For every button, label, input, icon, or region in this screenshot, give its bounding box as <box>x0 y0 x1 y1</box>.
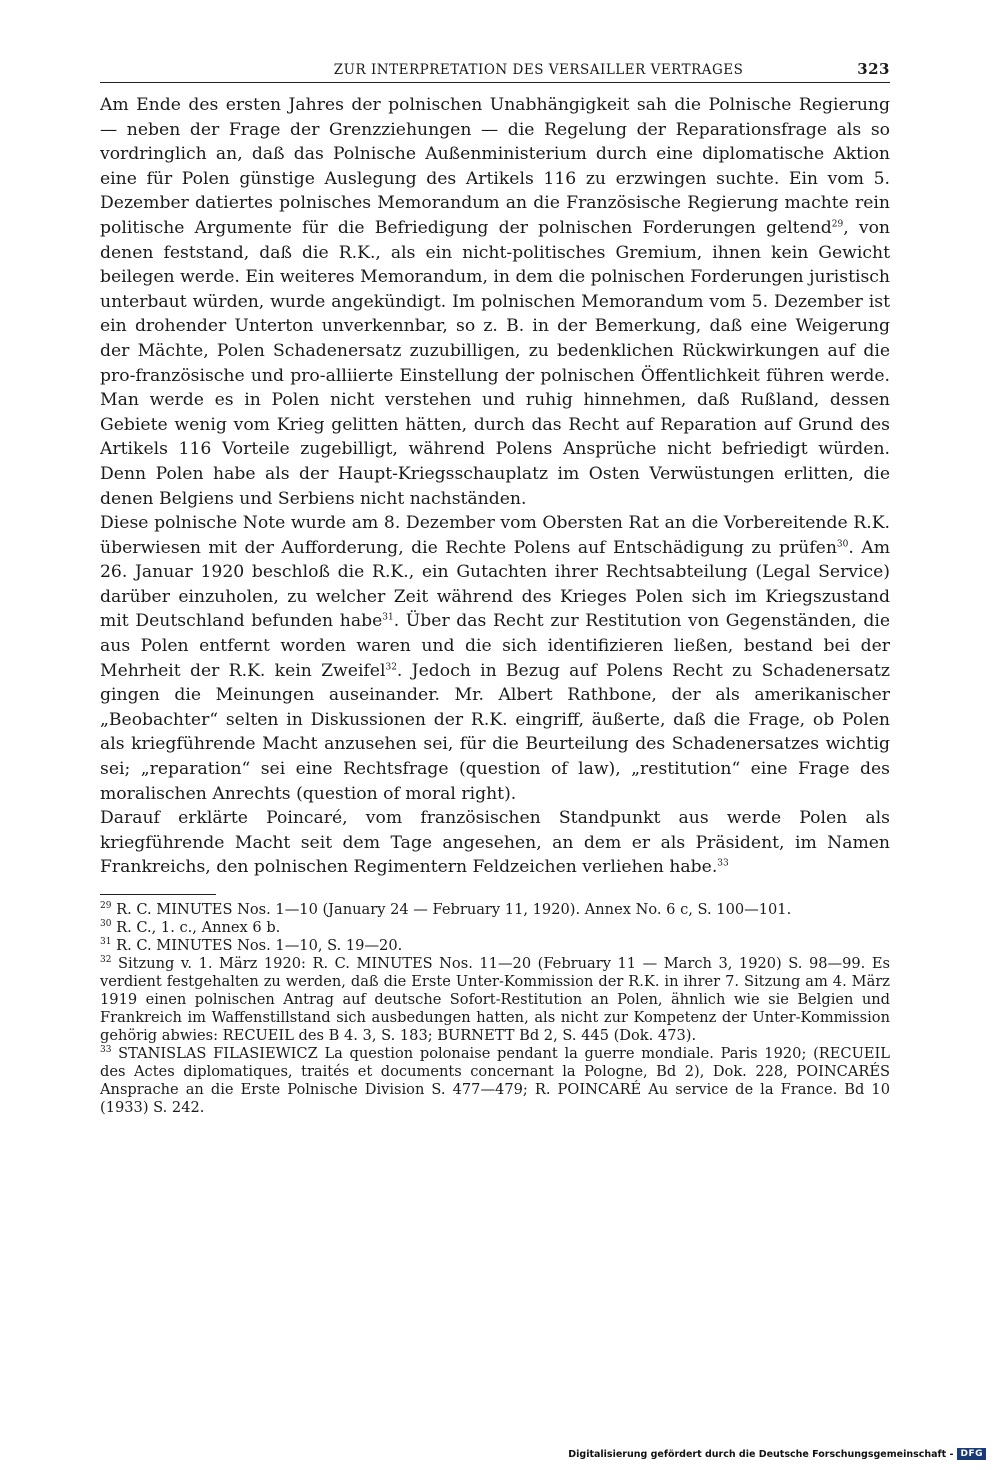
footnote-ref[interactable]: 30 <box>836 538 849 549</box>
body-text <box>100 93 890 880</box>
footnote-ref[interactable]: 33 <box>717 858 729 869</box>
footnote-ref[interactable]: 31 <box>382 612 394 623</box>
running-header <box>100 60 890 83</box>
footnote-ref[interactable]: 29 <box>831 219 844 230</box>
footnote: $^{33}$ STANISLAS FILASIEWICZ La question polonaise pendant la guerre mondiale. Paris 1920; (RECUEIL des Actes diplomatiques, traités et documents concernant la Pologne, Bd 2), Dok. 228, POINCARÉS Ansprache an die Erste Polnische Division S. 477—479; R. POINCARÉ Au service de la France. Bd 10 (1933) S. 242. <box>100 1045 890 1116</box>
dfg-logo-icon: DFG <box>957 1448 986 1460</box>
footnote: $^{30}$ R. C., 1. c., Annex 6 b. <box>100 919 281 936</box>
footnote-divider <box>100 894 216 895</box>
footnotes <box>100 901 890 1117</box>
document-page <box>100 60 890 1117</box>
footnote-ref[interactable]: 32 <box>385 661 397 672</box>
page-number: 323 <box>857 60 890 78</box>
running-title: ZUR INTERPRETATION DES VERSAILLER VERTRAGES <box>333 62 744 78</box>
footnote: $^{29}$ R. C. MINUTES Nos. 1—10 (January 24 — February 11, 1920). Annex No. 6 c, S. 100—101. <box>100 901 792 918</box>
footnote: $^{31}$ R. C. MINUTES Nos. 1—10, S. 19—20. <box>100 937 403 954</box>
paragraph: Diese polnische Note wurde am 8. Dezember vom Obersten Rat an die Vorbereitende R.K. überwiesen mit der Aufforderung, die Rechte Polens auf Entschädigung zu prüfen$^{30}$. Am 26. Januar 1920 beschloß die R.K., ein Gutachten ihrer Rechtsabteilung (Legal Service) darüber einzuholen, zu welcher Zeit während des Krieges Polen sich im Kriegszustand mit Deutschland befunden habe$^{31}$. Über das Recht zur Restitution von Gegenständen, die aus Polen entfernt worden waren und die sich identifizieren ließen, bestand bei der Mehrheit der R.K. kein Zweifel$^{32}$. Jedoch in Bezug auf Polens Recht zu Schadenersatz gingen die Meinungen auseinander. Mr. Albert Rathbone, der als amerikanischer „Beobachter“ selten in Diskussionen der R.K. eingriff, äußerte, daß die Frage, ob Polen als kriegführende Macht anzusehen sei, für die Beurteilung des Schadenersatzes wichtig sei; „reparation“ sei eine Rechtsfrage (question of law), „restitution“ eine Frage des moralischen Anrechts (question of moral right). <box>100 513 890 804</box>
paragraph: Am Ende des ersten Jahres der polnischen Unabhängigkeit sah die Polnische Regierung — neben der Frage der Grenzziehungen — die Regelung der Reparationsfrage als so vordringlich an, daß das Polnische Außenministerium durch eine diplomatische Aktion eine für Polen günstige Auslegung des Artikels 116 zu erzwingen suchte. Ein vom 5. Dezember datiertes polnisches Memorandum an die Französische Regierung machte rein politische Argumente für die Befriedigung der polnischen Forderungen geltend$^{29}$, von denen feststand, daß die R.K., als ein nicht-politisches Gremium, ihnen kein Gewicht beilegen werde. Ein weiteres Memorandum, in dem die polnischen Forderungen juristisch unterbaut würden, wurde angekündigt. Im polnischen Memorandum vom 5. Dezember ist ein drohender Unterton unverkennbar, so z. B. in der Bemerkung, daß eine Weigerung der Mächte, Polen Schadenersatz zuzubilligen, zu bedenklichen Rückwirkungen auf die pro-französische und pro-alliierte Einstellung der polnischen Öffentlichkeit führen werde. Man werde es in Polen nicht verstehen und ruhig hinnehmen, daß Rußland, dessen Gebiete wenig vom Krieg gelitten hätten, durch das Recht auf Reparation auf Grund des Artikels 116 Vorteile zugebilligt, während Polens Ansprüche nicht befriedigt würden. Denn Polen habe als der Haupt-Kriegsschauplatz im Osten Verwüstungen erlitten, die denen Belgiens und Serbiens nicht nachständen. <box>100 95 891 509</box>
footer-text: Digitalisierung gefördert durch die Deutsche Forschungsgemeinschaft - <box>568 1448 954 1460</box>
paragraph: Darauf erklärte Poincaré, vom französischen Standpunkt aus werde Polen als kriegführende Macht seit dem Tage angesehen, an dem er als Präsident, im Namen Frankreichs, den polnischen Regimentern Feldzeichen verliehen habe.$^{33}$ <box>100 808 890 878</box>
footnote: $^{32}$ Sitzung v. 1. März 1920: R. C. MINUTES Nos. 11—20 (February 11 — March 3, 1920) S. 98—99. Es verdient festgehalten zu werden, daß die Erste Unter-Kommission der R.K. in ihrer 7. Sitzung am 4. März 1919 einen polnischen Antrag auf deutsche Sofort-Restitution an Polen, ähnlich wie sie Belgien und Frankreich im Waffenstillstand sich ausbedungen hatten, als nicht zur Kompetenz der Unter-Kommission gehörig abwies: RECUEIL des B 4. 3, S. 183; BURNETT Bd 2, S. 445 (Dok. 473). <box>100 955 890 1044</box>
digitization-footer <box>568 1448 986 1460</box>
